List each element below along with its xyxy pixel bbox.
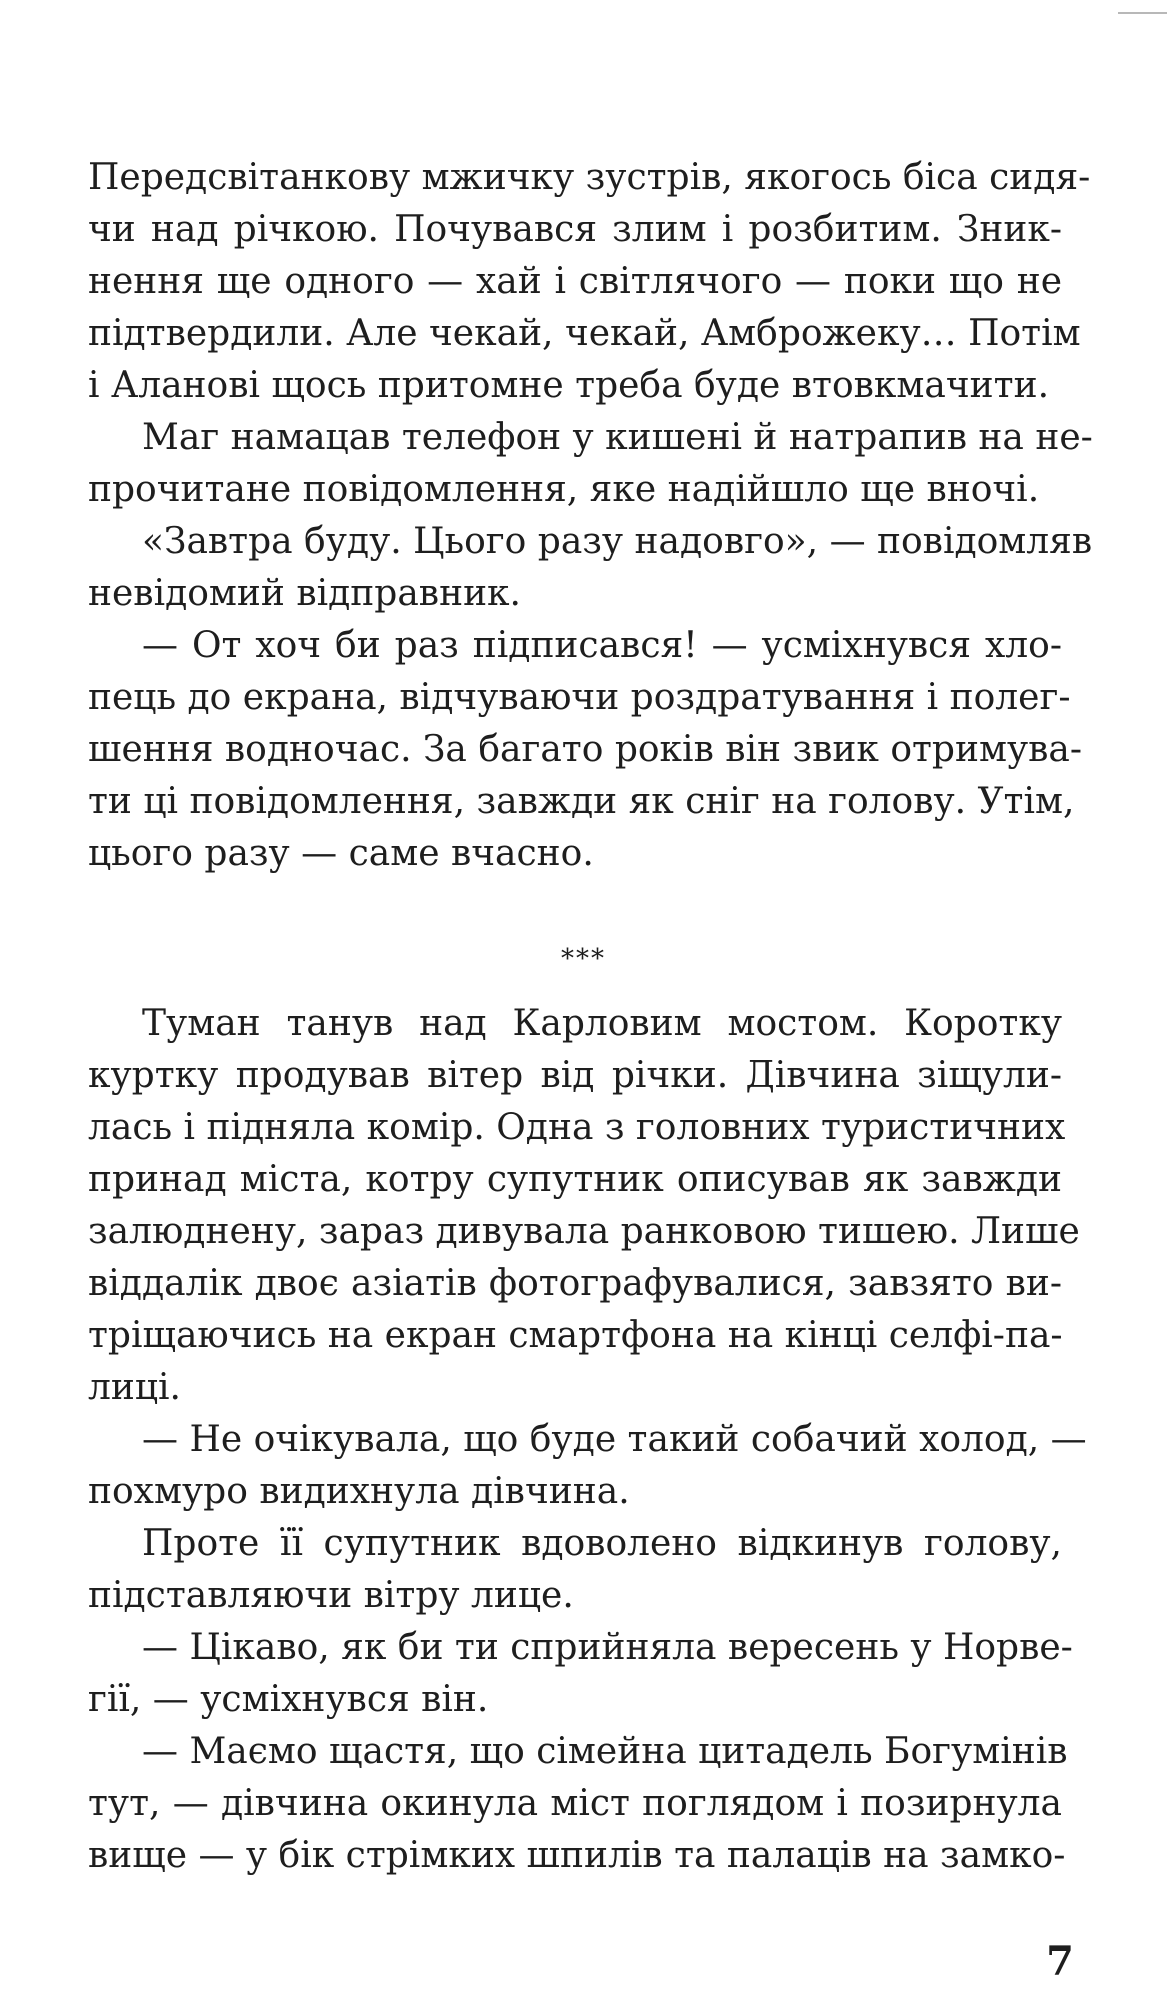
page-number: 7: [1046, 1938, 1074, 1985]
text-line: і Аланові щось притомне треба буде втовкмачити.: [88, 365, 1050, 406]
text-line: залюднену, зараз дивувала ранковою тишею. Лише: [88, 1211, 1080, 1252]
text-line: — Цікаво, як би ти сприйняла вересень у Норве-: [142, 1627, 1073, 1668]
text-line: тут, — дівчина окинула міст поглядом і позирнула: [88, 1783, 1062, 1824]
text-line: нення ще одного — хай і світлячого — поки що не: [88, 261, 1062, 302]
text-line: пець до екрана, відчуваючи роздратування і полег-: [88, 677, 1071, 718]
text-line: тріщаючись на екран смартфона на кінці селфі-па-: [88, 1315, 1063, 1356]
text-line: — Маємо щастя, що сімейна цитадель Богумінів: [142, 1731, 1068, 1772]
section-separator: ***: [561, 944, 606, 974]
text-line: лась і підняла комір. Одна з головних туристичних: [88, 1107, 1066, 1148]
text-line: гії, — усміхнувся він.: [88, 1679, 489, 1720]
text-block-bottom: [88, 0, 1093, 1920]
text-line: лиці.: [88, 1367, 181, 1408]
text-line: — Не очікувала, що буде такий собачий холод, —: [142, 1419, 1087, 1460]
text-line: похмуро видихнула дівчина.: [88, 1471, 630, 1512]
text-line: прочитане повідомлення, яке надійшло ще вночі.: [88, 469, 1040, 510]
text-line: підставляючи вітру лице.: [88, 1575, 574, 1616]
text-line: принад міста, котру супутник описував як завжди: [88, 1159, 1062, 1200]
text-line: Туман танув над Карловим мостом. Коротку: [142, 1003, 1062, 1044]
text-line: — От хоч би раз підписався! — усміхнувся хло-: [142, 625, 1062, 666]
text-line: шення водночас. За багато років він звик отримува-: [88, 729, 1083, 770]
text-line: підтвердили. Але чекай, чекай, Амброжеку… Потім: [88, 313, 1081, 354]
text-line: ти ці повідомлення, завжди як сніг на голову. Утім,: [88, 781, 1075, 822]
text-line: куртку продував вітер від річки. Дівчина зіщули-: [88, 1055, 1062, 1096]
text-line: «Завтра буду. Цього разу надовго», — повідомляв: [142, 521, 1093, 562]
text-line: Маг намацав телефон у кишені й натрапив на не-: [142, 417, 1093, 458]
page-corner-mark: [1118, 0, 1167, 14]
text-line: віддалік двоє азіатів фотографувалися, завзято ви-: [88, 1263, 1062, 1304]
text-line: Проте її супутник вдоволено відкинув голову,: [142, 1523, 1062, 1564]
text-line: цього разу — саме вчасно.: [88, 833, 594, 874]
text-line: невідомий відправник.: [88, 573, 522, 614]
text-line: Передсвітанкову мжичку зустрів, якогось біса сидя-: [88, 157, 1091, 198]
text-line: вище — у бік стрімких шпилів та палаців на замко-: [88, 1835, 1066, 1876]
text-line: чи над річкою. Почувався злим і розбитим. Зник-: [88, 209, 1062, 250]
